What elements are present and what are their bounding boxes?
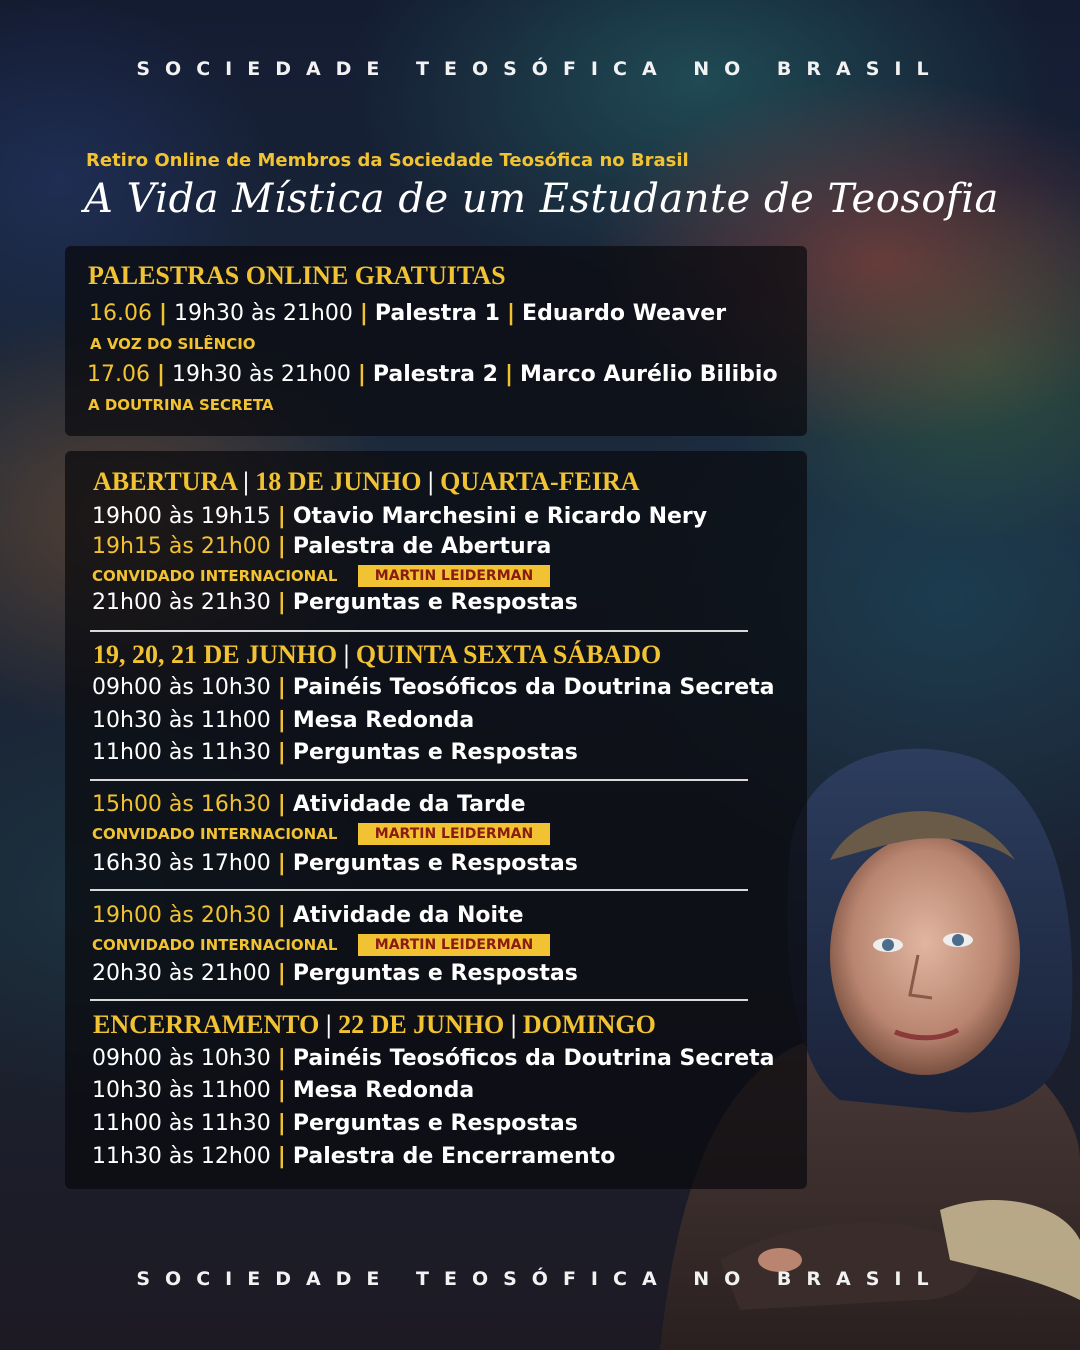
divider — [90, 630, 748, 632]
palestra-1-row: 16.06 | 19h30 às 21h00 | Palestra 1 | Eduardo Weaver — [89, 301, 727, 326]
encerramento-heading: ENCERRAMENTO | 22 DE JUNHO | DOMINGO — [93, 1010, 656, 1039]
encerramento-row-1: 09h00 às 10h30 | Painéis Teosóficos da Doutrina Secreta — [92, 1046, 775, 1071]
dias-afternoon-guest-label: CONVIDADO INTERNACIONAL — [92, 825, 338, 843]
dias-morning-row-3: 11h00 às 11h30 | Perguntas e Respostas — [92, 740, 578, 765]
divider — [90, 889, 748, 891]
encerramento-row-3: 11h00 às 11h30 | Perguntas e Respostas — [92, 1111, 578, 1136]
dias-night-guest-label: CONVIDADO INTERNACIONAL — [92, 936, 338, 954]
dias-afternoon-row-2: 16h30 às 17h00 | Perguntas e Respostas — [92, 851, 578, 876]
divider — [90, 779, 748, 781]
dias-night-row-1: 19h00 às 20h30 | Atividade da Noite — [92, 903, 524, 928]
dias-heading: 19, 20, 21 DE JUNHO | QUINTA SEXTA SÁBADO — [93, 640, 662, 669]
encerramento-row-2: 10h30 às 11h00 | Mesa Redonda — [92, 1078, 475, 1103]
event-title: A Vida Mística de um Estudante de Teosofia — [84, 176, 999, 222]
palestra-2-topic: A DOUTRINA SECRETA — [88, 396, 274, 414]
dias-night-guest-badge: MARTIN LEIDERMAN — [358, 934, 550, 956]
dias-afternoon-guest-badge: MARTIN LEIDERMAN — [358, 823, 550, 845]
abertura-row-3: 21h00 às 21h30 | Perguntas e Respostas — [92, 590, 578, 615]
palestra-2-date: 17.06 — [87, 362, 150, 387]
abertura-guest-badge: MARTIN LEIDERMAN — [358, 565, 550, 587]
abertura-row-2: 19h15 às 21h00 | Palestra de Abertura — [92, 534, 552, 559]
dias-morning-row-1: 09h00 às 10h30 | Painéis Teosóficos da Doutrina Secreta — [92, 675, 775, 700]
palestra-1-date: 16.06 — [89, 301, 152, 326]
palestra-1-speaker: Eduardo Weaver — [522, 301, 727, 326]
abertura-heading: ABERTURA | 18 DE JUNHO | QUARTA-FEIRA — [93, 467, 640, 496]
divider — [90, 999, 748, 1001]
palestra-2-time: 19h30 às 21h00 — [172, 362, 351, 387]
dias-morning-row-2: 10h30 às 11h00 | Mesa Redonda — [92, 708, 475, 733]
palestra-2-speaker: Marco Aurélio Bilibio — [520, 362, 778, 387]
encerramento-row-4: 11h30 às 12h00 | Palestra de Encerramento — [92, 1144, 616, 1169]
header-org-name: SOCIEDADE TEOSÓFICA NO BRASIL — [136, 58, 944, 80]
event-subtitle: Retiro Online de Membros da Sociedade Teosófica no Brasil — [86, 150, 689, 171]
dias-afternoon-row-1: 15h00 às 16h30 | Atividade da Tarde — [92, 792, 526, 817]
palestra-2-label: Palestra 2 — [372, 362, 498, 387]
abertura-row-1: 19h00 às 19h15 | Otavio Marchesini e Ricardo Nery — [92, 504, 708, 529]
palestras-heading: PALESTRAS ONLINE GRATUITAS — [88, 261, 506, 290]
palestra-1-time: 19h30 às 21h00 — [174, 301, 353, 326]
palestra-1-topic: A VOZ DO SILÊNCIO — [90, 335, 256, 353]
footer-org-name: SOCIEDADE TEOSÓFICA NO BRASIL — [136, 1268, 944, 1290]
abertura-guest-label: CONVIDADO INTERNACIONAL — [92, 567, 338, 585]
palestra-1-label: Palestra 1 — [374, 301, 500, 326]
palestra-2-row: 17.06 | 19h30 às 21h00 | Palestra 2 | Marco Aurélio Bilibio — [87, 362, 778, 387]
dias-night-row-2: 20h30 às 21h00 | Perguntas e Respostas — [92, 961, 578, 986]
